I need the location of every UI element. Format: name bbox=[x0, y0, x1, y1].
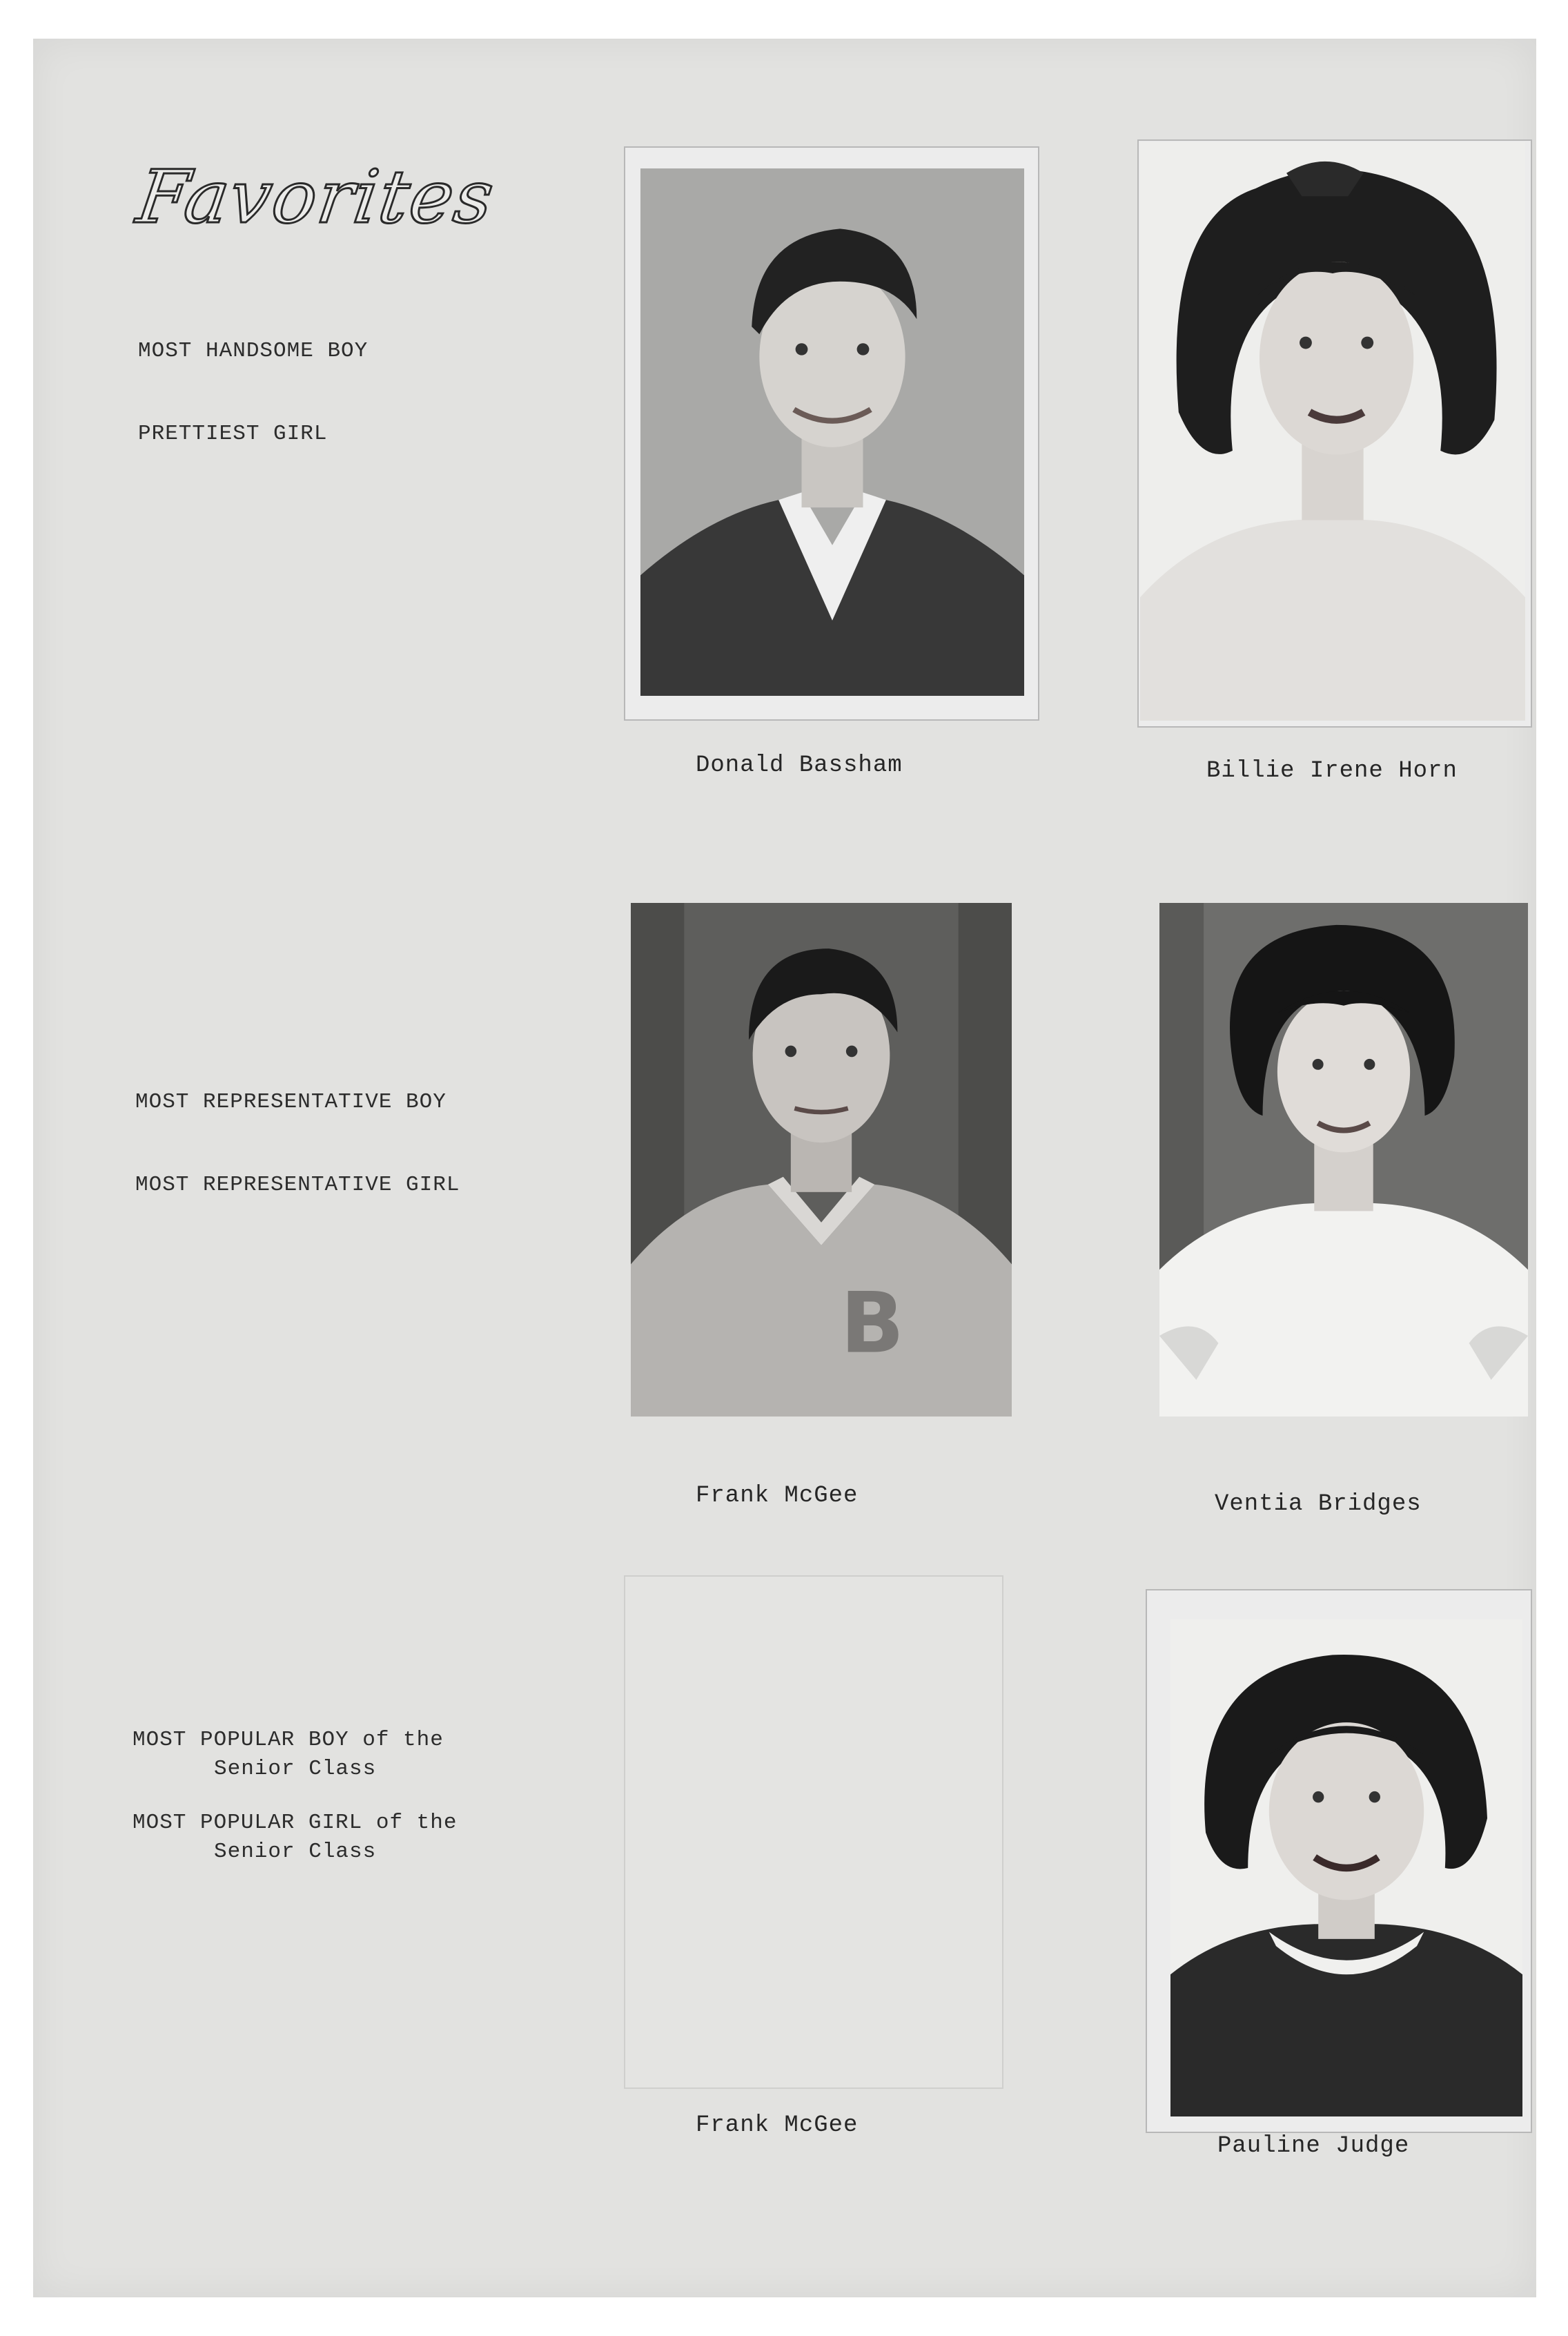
category-label-representative-boy: MOST REPRESENTATIVE BOY bbox=[135, 1090, 447, 1114]
category-label-popular-boy bbox=[133, 1726, 444, 1784]
yearbook-page bbox=[33, 39, 1536, 2297]
portrait-photo-girl bbox=[1159, 903, 1528, 1417]
category-label-line: Senior Class bbox=[214, 1757, 377, 1781]
category-label-handsome-boy: MOST HANDSOME BOY bbox=[138, 339, 369, 363]
student-name: Donald Bassham bbox=[696, 752, 903, 779]
empty-photo-frame bbox=[624, 1575, 1003, 2089]
portrait-photo-boy bbox=[640, 168, 1024, 696]
category-label-popular-girl bbox=[133, 1809, 457, 1867]
svg-text:B: B bbox=[840, 1274, 905, 1372]
category-label-line: MOST POPULAR BOY of the bbox=[133, 1728, 444, 1752]
category-label-line: MOST POPULAR GIRL of the bbox=[133, 1811, 458, 1835]
student-name: Frank McGee bbox=[696, 1483, 859, 1509]
student-name: Pauline Judge bbox=[1217, 2133, 1410, 2159]
category-label-prettiest-girl: PRETTIEST GIRL bbox=[138, 422, 328, 446]
student-name: Ventia Bridges bbox=[1215, 1491, 1422, 1517]
category-label-line: Senior Class bbox=[214, 1840, 377, 1864]
student-name: Frank McGee bbox=[696, 2112, 859, 2139]
category-label-representative-girl: MOST REPRESENTATIVE GIRL bbox=[135, 1173, 460, 1197]
portrait-photo-girl bbox=[1140, 142, 1525, 721]
portrait-photo-girl bbox=[1170, 1619, 1522, 2116]
student-name: Billie Irene Horn bbox=[1206, 758, 1458, 784]
portrait-photo-boy bbox=[631, 903, 1012, 1417]
page-title: Favorites bbox=[132, 155, 500, 240]
